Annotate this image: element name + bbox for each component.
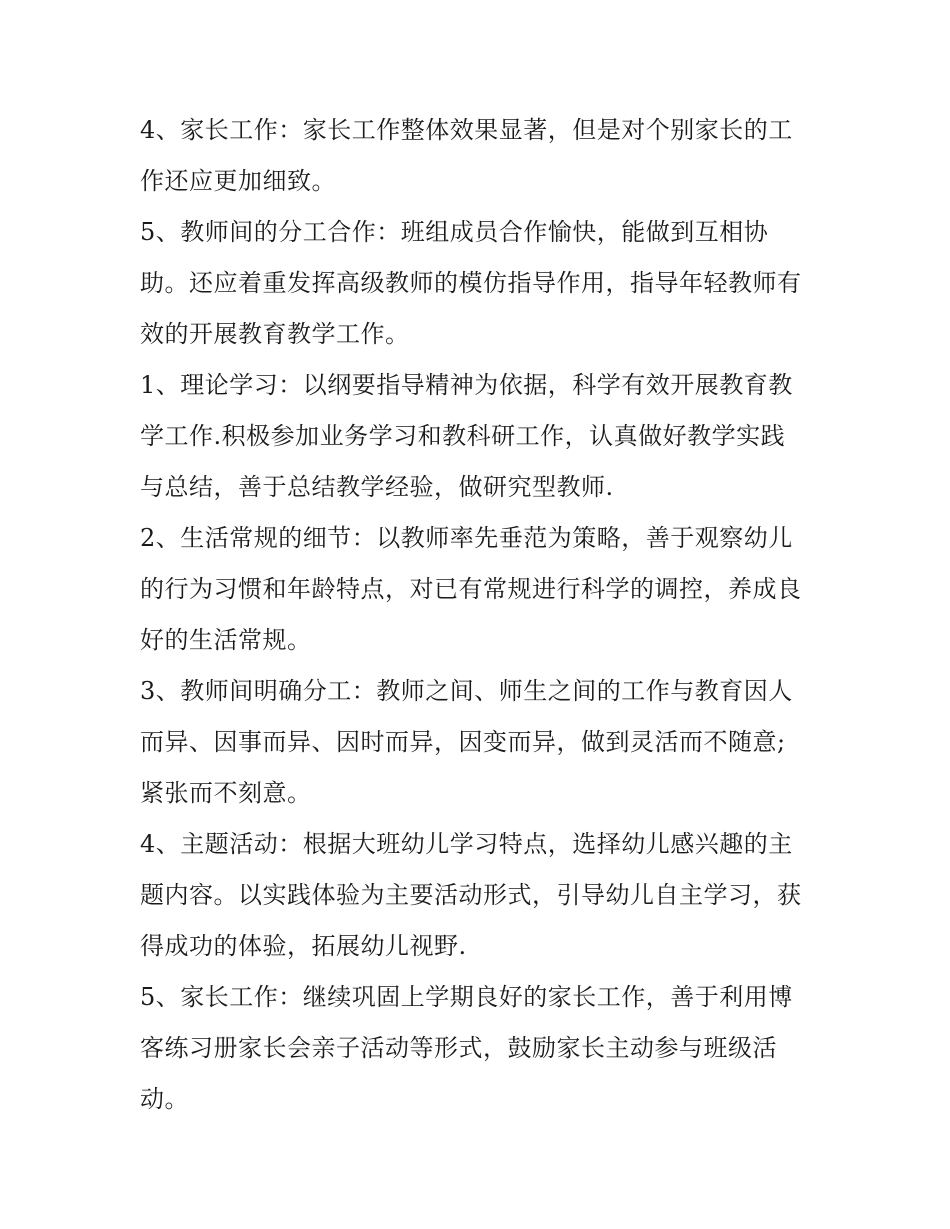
paragraph-teacher-cooperation [140,207,820,360]
text-line: 而异、因事而异、因时而异，因变而异，做到灵活而不随意; [140,728,786,756]
text-line: 5、教师间的分工合作：班组成员合作愉快，能做到互相协 [140,218,769,246]
text-line: 4、家长工作：家长工作整体效果显著，但是对个别家长的工 [140,116,793,144]
document-body [140,105,820,1125]
text-line: 作还应更加细致。 [140,167,336,195]
paragraph-daily-routine [140,513,820,666]
text-line: 3、教师间明确分工：教师之间、师生之间的工作与教育因人 [140,677,793,705]
text-line: 得成功的体验，拓展幼儿视野. [140,932,467,960]
text-line: 的行为习惯和年龄特点，对已有常规进行科学的调控，养成良 [140,575,802,603]
paragraph-parent-work [140,105,820,207]
text-line: 2、生活常规的细节：以教师率先垂范为策略，善于观察幼儿 [140,524,793,552]
paragraph-theory-study [140,360,820,513]
text-line: 4、主题活动：根据大班幼儿学习特点，选择幼儿感兴趣的主 [140,830,793,858]
text-line: 紧张而不刻意。 [140,779,312,807]
text-line: 学工作.积极参加业务学习和教科研工作，认真做好教学实践 [140,422,786,450]
text-line: 客练习册家长会亲子活动等形式，鼓励家长主动参与班级活 [140,1034,777,1062]
text-line: 效的开展教育教学工作。 [140,320,410,348]
text-line: 好的生活常规。 [140,626,312,654]
text-line: 题内容。以实践体验为主要活动形式，引导幼儿自主学习，获 [140,881,802,909]
paragraph-theme-activities [140,819,820,972]
text-line: 与总结，善于总结教学经验，做研究型教师. [140,473,614,501]
text-line: 1、理论学习：以纲要指导精神为依据，科学有效开展教育教 [140,371,793,399]
paragraph-division-of-labor [140,666,820,819]
text-line: 助。还应着重发挥高级教师的模仿指导作用，指导年轻教师有 [140,269,802,297]
text-line: 5、家长工作：继续巩固上学期良好的家长工作，善于利用博 [140,983,793,1011]
paragraph-parent-engagement [140,972,820,1125]
text-line: 动。 [140,1085,189,1113]
